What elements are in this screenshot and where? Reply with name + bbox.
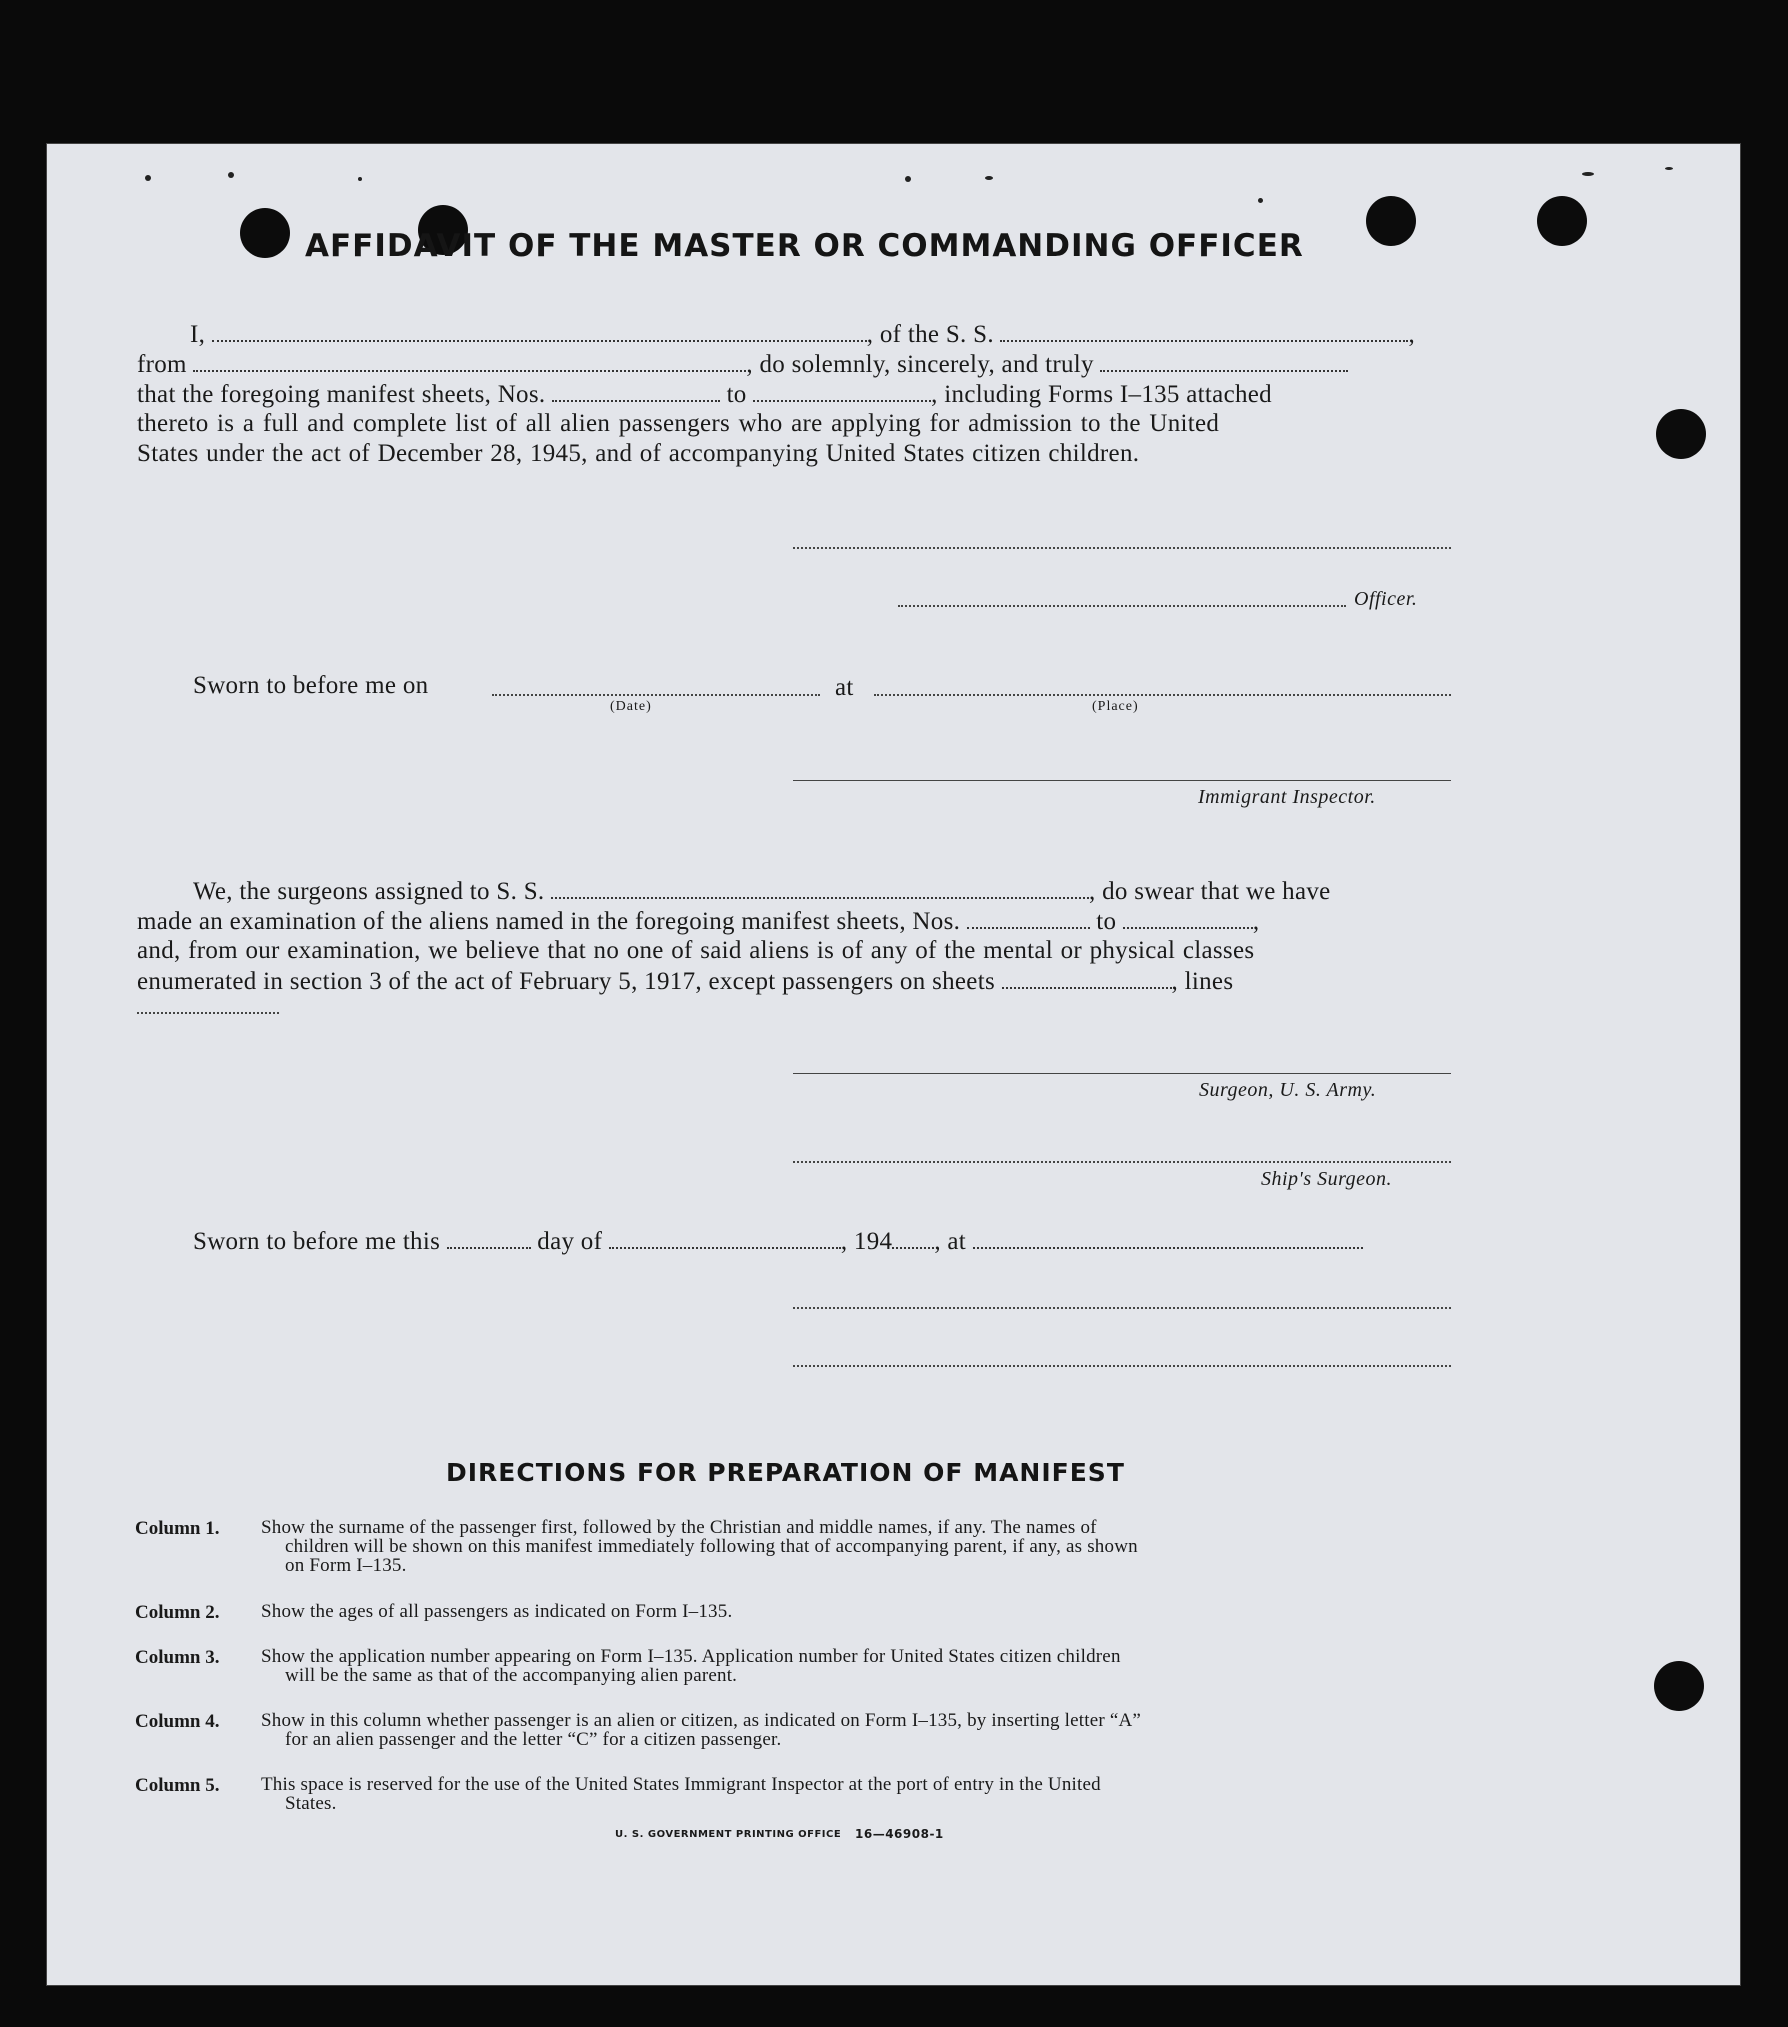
exam-sheet-to-field[interactable]	[1123, 907, 1253, 929]
direction-column-text: on Form I–135.	[285, 1555, 407, 1576]
direction-column-text: for an alien passenger and the letter “C” for a citizen passenger.	[285, 1729, 782, 1750]
sworn-day-field[interactable]	[447, 1227, 531, 1249]
affidavit-line-5: States under the act of December 28, 1945, and of accompanying United States citizen children.	[137, 440, 1140, 467]
surgeon-ship-field[interactable]	[551, 877, 1089, 899]
inspector-caption: Immigrant Inspector.	[1198, 786, 1376, 808]
printer-imprint: U. S. GOVERNMENT PRINTING OFFICE	[615, 1829, 842, 1840]
direction-column-text: This space is reserved for the use of the United States Immigrant Inspector at the port of entry in the United	[261, 1774, 1101, 1795]
surgeons-line-4: enumerated in section 3 of the act of February 5, 1917, except passengers on sheets , lines	[137, 968, 1234, 995]
master-name-field[interactable]	[212, 320, 867, 342]
sheet-to-field[interactable]	[753, 380, 931, 402]
date-caption: (Date)	[610, 699, 652, 714]
surgeons-line-3: and, from our examination, we believe that no one of said aliens is of any of the mental or physical classes	[137, 937, 1255, 964]
punch-hole	[1654, 1661, 1704, 1711]
punch-hole	[1537, 196, 1587, 246]
except-lines-field[interactable]	[137, 1012, 279, 1014]
sworn-at-label: at	[835, 674, 854, 701]
affidavit-line-3: that the foregoing manifest sheets, Nos. to , including Forms I–135 attached	[137, 381, 1272, 408]
surgeons-line-1: We, the surgeons assigned to S. S. , do swear that we have	[193, 878, 1331, 905]
affidavit-line-2: from , do solemnly, sincerely, and truly	[137, 350, 1348, 379]
officer-signature-line-2[interactable]	[898, 605, 1346, 607]
officer-caption: Officer.	[1354, 588, 1418, 610]
direction-column-text: will be the same as that of the accompanying alien parent.	[285, 1665, 738, 1686]
sworn-month-field[interactable]	[609, 1227, 841, 1249]
punch-hole	[1366, 196, 1416, 246]
direction-column-text: Show the application number appearing on Form I–135. Application number for United States citizen children	[261, 1646, 1121, 1667]
sheet-from-field[interactable]	[552, 380, 720, 402]
sworn-place-field[interactable]	[874, 694, 1451, 696]
sworn-location-field[interactable]	[973, 1227, 1363, 1249]
direction-column-label: Column 1.	[135, 1518, 220, 1539]
direction-column-label: Column 2.	[135, 1602, 220, 1623]
punch-hole	[240, 208, 290, 258]
exam-sheet-from-field[interactable]	[967, 907, 1090, 929]
direction-column-text: States.	[285, 1793, 337, 1814]
direction-column-label: Column 3.	[135, 1647, 220, 1668]
direction-column-text: Show the ages of all passengers as indicated on Form I–135.	[261, 1601, 733, 1622]
ship-name-field[interactable]	[1000, 320, 1408, 342]
sworn-year-field[interactable]	[892, 1227, 934, 1249]
ship-surgeon-signature-line[interactable]	[793, 1161, 1451, 1163]
ship-surgeon-caption: Ship's Surgeon.	[1261, 1168, 1393, 1190]
direction-column-text: children will be shown on this manifest immediately following that of accompanying parent, if any, as shown	[285, 1536, 1138, 1557]
sworn-day-line: Sworn to before me this day of , 194 , at	[193, 1227, 1363, 1256]
punch-hole	[1656, 409, 1706, 459]
affidavit-title: AFFIDAVIT OF THE MASTER OR COMMANDING OFFICER	[305, 228, 1304, 264]
inspector-signature-line[interactable]	[793, 780, 1451, 781]
army-surgeon-caption: Surgeon, U. S. Army.	[1199, 1079, 1377, 1101]
witness-signature-line-2[interactable]	[793, 1365, 1451, 1367]
affidavit-line-4: thereto is a full and complete list of all alien passengers who are applying for admission to the United	[137, 410, 1220, 437]
army-surgeon-signature-line[interactable]	[793, 1073, 1451, 1074]
officer-signature-line-1[interactable]	[793, 547, 1451, 549]
surgeons-line-2: made an examination of the aliens named in the foregoing manifest sheets, Nos. to ,	[137, 908, 1260, 935]
oath-field[interactable]	[1100, 350, 1348, 372]
directions-title: DIRECTIONS FOR PREPARATION OF MANIFEST	[446, 1458, 1125, 1487]
place-caption: (Place)	[1092, 699, 1139, 714]
affidavit-line-1: I, , of the S. S. ,	[190, 321, 1415, 348]
direction-column-text: Show in this column whether passenger is an alien or citizen, as indicated on Form I–135, by inserting letter “A”	[261, 1710, 1142, 1731]
sworn-statement-label: Sworn to before me on	[193, 672, 429, 699]
direction-column-label: Column 5.	[135, 1775, 220, 1796]
direction-column-label: Column 4.	[135, 1711, 220, 1732]
form-number: 16—46908-1	[855, 1827, 944, 1841]
sworn-date-field[interactable]	[492, 694, 820, 696]
port-from-field[interactable]	[193, 350, 746, 372]
direction-column-text: Show the surname of the passenger first, followed by the Christian and middle names, if any. The names of	[261, 1517, 1097, 1538]
witness-signature-line-1[interactable]	[793, 1307, 1451, 1309]
except-sheets-field[interactable]	[1002, 967, 1172, 989]
